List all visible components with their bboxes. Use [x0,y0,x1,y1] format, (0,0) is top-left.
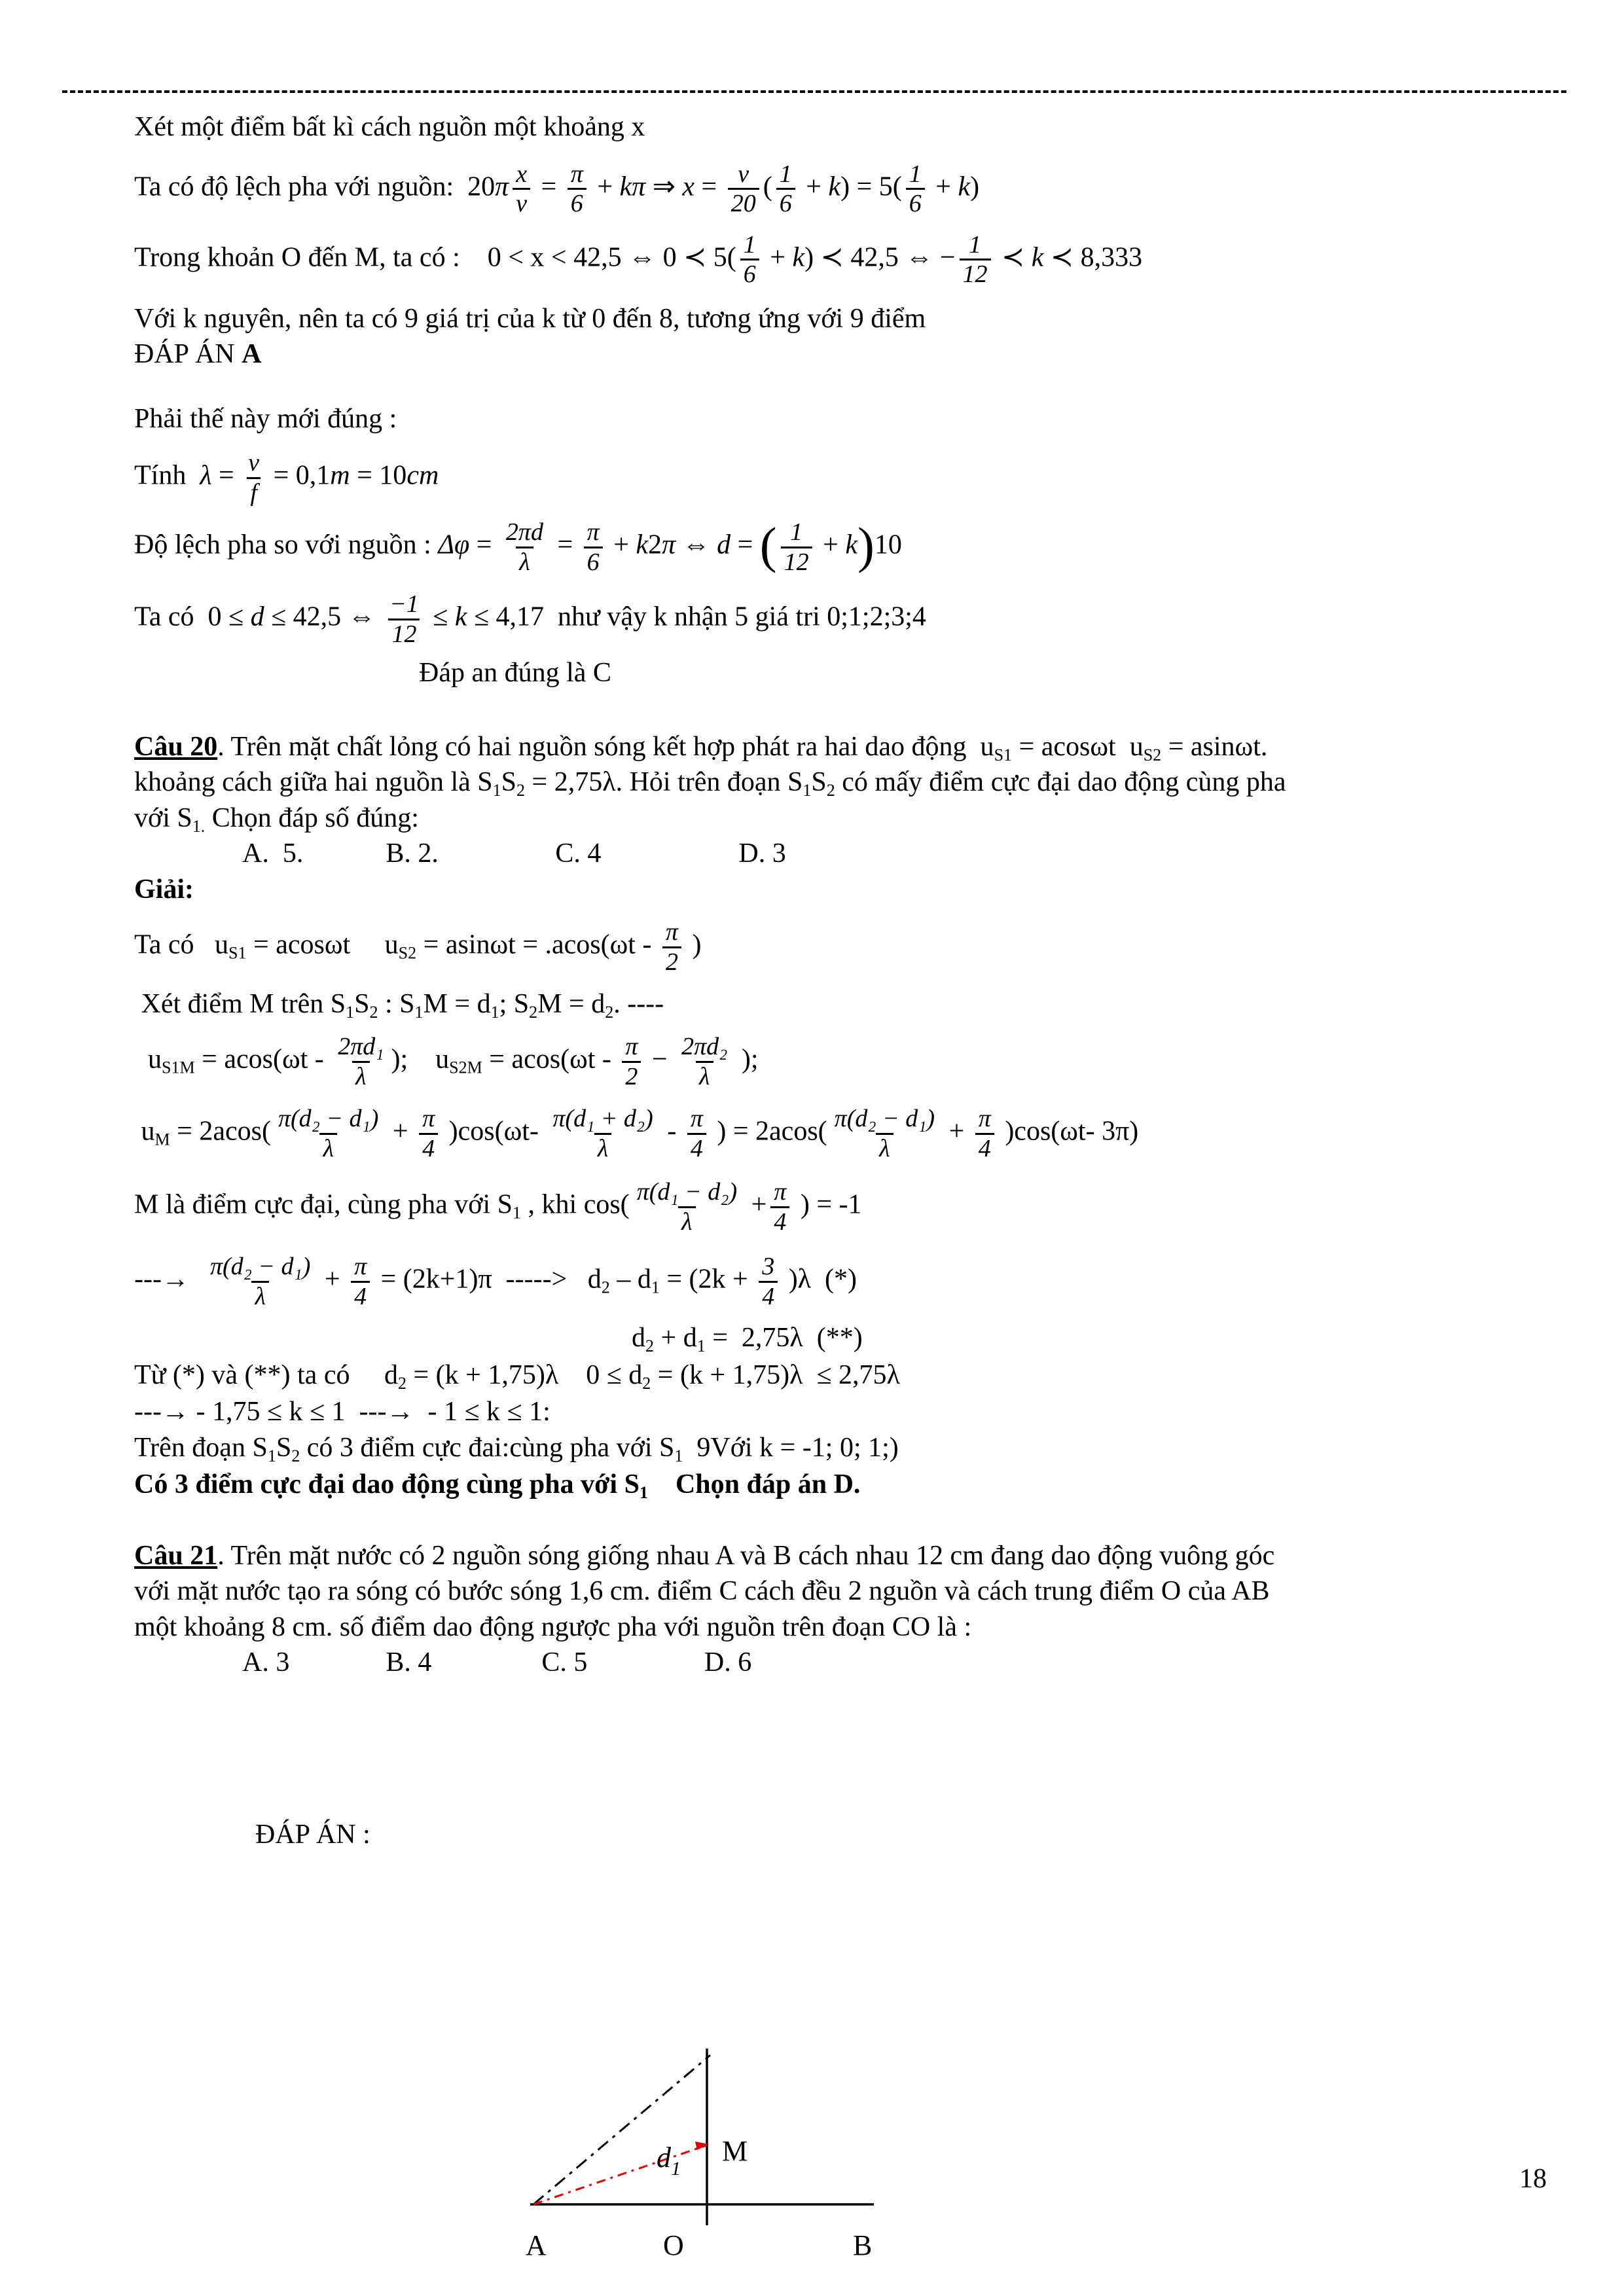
math-token: u [134,1116,155,1147]
math-token: = [534,171,564,202]
formula-line [134,1358,1500,1393]
math-token: d [632,1323,645,1354]
math-token: + [816,529,846,560]
formula-line [134,514,1500,580]
math-token: M [154,1130,170,1149]
math-token: khoảng cách giữa hai nguồn là S [134,767,493,798]
math-token: Tính [134,460,200,491]
math-token: = (k + 1,75)λ ≤ 2,75λ [651,1359,900,1390]
math-token: 1 [513,1203,522,1223]
math-token: Từ (*) và (**) ta có d [134,1359,398,1390]
fraction: $\frac{\text{π(d₁ − d₂)}}{\lambda}$ [636,1178,738,1236]
math-token: 1 [490,1002,499,1022]
fraction: $\frac{\text{π(d₂ − d₁)}}{\lambda}$ [209,1253,311,1310]
math-token: ) [685,930,702,961]
text-line: Xét một điểm bất kì cách nguồn một khoảng x [134,112,645,142]
math-token: Trong khoản O đến M, ta có : 0 < x < 42,5 ⇔ 0 ≺ 5( [134,242,736,273]
math-token: Δφ [438,529,470,560]
math-token: ≤ [425,602,455,633]
math-token: cm [406,460,439,491]
math-token: − [645,1044,675,1075]
fraction: $\frac{\pi}{2}$ [622,1033,641,1090]
math-token: = acosωt u [1012,731,1144,762]
math-token: ⇒ [645,171,683,202]
math-token: có 3 điểm cực đai:cùng pha với S [300,1432,675,1463]
question-21-line [134,1539,1500,1573]
math-token: . Trên mặt nước có 2 nguồn sóng giống nhau A và B cách nhau 12 cm đang dao động vuông góc [217,1540,1275,1571]
page-number: 18 [1519,2164,1547,2194]
math-token: π [662,529,676,560]
fraction: $\frac{1}{12}$ [960,231,991,289]
math-token: S [811,767,827,798]
formula-line [134,586,1500,652]
fraction: $\frac{v}{20}$ [728,160,759,218]
math-token: ≤ 42,5 ⇔ [264,602,383,633]
math-token: = [550,529,580,560]
math-token: ) = 5( [840,171,902,202]
math-token: có mấy điểm cực đại dao động cùng pha [835,767,1286,798]
line-A-top-dashdot [533,2055,710,2204]
separator-dashed-line [62,90,1566,93]
math-token: π [495,171,509,202]
fraction: $\frac{3}{4}$ [759,1253,778,1310]
fraction: $\frac{2\pi d}{\lambda}$ [505,518,543,576]
math-token: : S [378,988,415,1019]
math-token: ); [734,1044,759,1075]
math-token: ≺ [994,242,1032,273]
math-token: M là điểm cực đại, cùng pha với S [134,1189,513,1220]
math-token: + d [654,1323,697,1354]
math-token: ) [970,171,980,202]
math-token: k [828,171,841,202]
math-token: = acos(ωt - [482,1044,619,1075]
math-token: = acos(ωt - [194,1044,331,1075]
math-token: = (2k + [659,1265,755,1295]
math-token: - [660,1116,683,1147]
math-token: m [330,460,350,491]
fraction: $\frac{\pi}{2}$ [662,918,681,976]
math-token: = 2acos( [170,1116,271,1147]
math-token: 9Với k = -1; 0; 1;) [683,1432,899,1463]
math-token: Ta có độ lệch pha với nguồn: 20 [134,171,496,202]
formula-line [134,1174,1500,1240]
math-token: S1M [162,1058,195,1077]
math-token: 2 [826,781,835,800]
math-token: = 2,75λ. Hỏi trên đoạn S [525,767,803,798]
math-token: + [928,171,958,202]
text-line: Với k nguyên, nên ta có 9 giá trị của k từ 0 đến 8, tương ứng với 9 điểm [134,303,926,334]
fraction: $\frac{x}{v}$ [513,160,530,218]
math-token: 10 [874,529,902,560]
math-token: = 2,75λ (**) [705,1323,863,1354]
point-B-label: B [853,2229,873,2261]
point-M-label: M [722,2135,748,2167]
math-token: Có 3 điểm cực đại dao động cùng pha với S [134,1469,640,1500]
math-token: S1 [994,745,1013,764]
math-token: . Trên mặt chất lỏng có hai nguồn sóng kết hợp phát ra hai dao động u [217,731,994,762]
math-token: = 10 [350,460,407,491]
math-token: Chọn đáp án D. [647,1469,861,1500]
d1-label: $d_1$ [657,2142,681,2179]
math-token: 2 [645,1336,655,1356]
math-token: M = d [537,988,605,1019]
math-token: k [845,529,857,560]
math-token: S2M [449,1058,482,1077]
math-token: x [682,171,695,202]
math-token: 1 [696,1336,706,1356]
answer-line: Đáp an đúng là C [419,658,611,689]
fraction: $\frac{\pi}{4}$ [419,1105,438,1162]
fraction: $\frac{1}{6}$ [906,160,925,218]
math-token: + [763,242,793,273]
options-line: A. 5. B. 2. C. 4 D. 3 [242,838,786,869]
fraction: $\frac{\text{π(d₁ + d₂)}}{\lambda}$ [552,1105,653,1162]
fraction: $\frac{\text{2πd₁}}{\lambda}$ [338,1033,384,1090]
math-token: Giải: [134,874,194,905]
math-token: 1 [346,1002,355,1022]
math-token: = (k + 1,75)λ 0 ≤ d [406,1359,643,1390]
math-token: 1 [492,781,501,800]
fraction: $\frac{\text{π(d₂ − d₁)}}{\lambda}$ [834,1105,935,1162]
math-token: S2 [398,943,417,963]
fraction: $\frac{-1}{12}$ [389,590,419,648]
math-token: ĐÁP ÁN [134,339,242,370]
math-token: ); u [391,1044,450,1075]
math-token: với S [134,802,192,833]
math-token: k [636,529,649,560]
math-token: 2 [642,1373,651,1393]
point-A-label: A [526,2229,547,2261]
math-token: S [501,767,516,798]
math-token: Ta có u [134,930,229,961]
fraction: $\frac{1}{6}$ [776,160,795,218]
math-token: – d [609,1265,651,1295]
math-token: = [469,529,499,560]
math-token: 2 [601,1278,610,1297]
math-token: k [792,242,805,273]
math-token: = [211,460,242,491]
question-21-line: với mặt nước tạo ra sóng có bước sóng 1,6 cm. điểm C cách đều 2 nguồn và cách trung điểm O của AB [134,1576,1270,1607]
math-token: S1 [228,943,247,963]
math-token: = [731,529,760,560]
math-token: ( [763,171,772,202]
math-token: k [1031,242,1044,273]
math-token: = acosωt u [246,930,399,961]
math-token: 1 [639,1483,648,1503]
math-token: λ [200,460,212,491]
formula-line [134,445,1500,511]
text-line [134,987,1500,1022]
fraction: $\frac{\pi}{4}$ [975,1105,994,1162]
formula-line [134,227,1500,293]
math-token: k [958,171,971,202]
math-token: 2 [397,1373,406,1393]
fraction: $\frac{\text{π(d₂ − d₁)}}{\lambda}$ [278,1105,379,1162]
math-token: Độ lệch pha so với nguồn : [134,529,439,560]
math-token: ) [857,517,875,574]
math-token: )cos(ωt- [442,1116,546,1147]
text-line: Phải thế này mới đúng : [134,403,397,434]
math-token: u [134,1044,162,1075]
fraction: $\frac{\pi}{4}$ [770,1178,789,1236]
fraction: $\frac{v}{f}$ [248,449,260,507]
math-token: + [606,529,636,560]
formula-line [134,1101,1500,1166]
math-token: = asinωt = .acos(ωt - [416,930,659,961]
math-token: )λ (*) [782,1265,857,1295]
math-token: 1 [414,1002,424,1022]
math-token: , khi cos( [521,1189,630,1220]
math-token: d [717,529,731,560]
math-token: 2 [648,529,662,560]
math-token: Ta có 0 ≤ [134,602,251,633]
fraction: $\frac{\pi}{6}$ [584,518,603,576]
formula-line [134,914,1500,980]
math-token: M = d [423,988,491,1019]
question-21-line: một khoảng 8 cm. số điểm dao động ngược pha với nguồn trên đoạn CO là : [134,1611,972,1642]
math-token: ) = 2acos( [710,1116,827,1147]
math-token: S [276,1432,292,1463]
math-token: S [354,988,370,1019]
math-token: = asinωt. [1161,731,1268,762]
math-token: 2 [529,1002,538,1022]
math-token: A [242,339,262,370]
fraction: $\frac{1}{12}$ [781,518,812,576]
math-token: ---→ [134,1265,203,1295]
math-token: Xét điểm M trên S [134,988,346,1019]
math-token: )cos(ωt- 3π) [998,1116,1139,1147]
math-token: 1 [674,1446,683,1465]
formula-line [134,1249,1500,1314]
math-token: ⇔ [676,529,717,560]
math-token: Câu 20 [134,731,218,762]
math-token: + [799,171,829,202]
fraction: $\frac{\text{2πd₂}}{\lambda}$ [681,1033,728,1090]
formula-line [134,1029,1500,1094]
text-line [134,1431,1500,1465]
fraction: $\frac{1}{6}$ [740,231,759,289]
fraction: $\frac{\pi}{6}$ [568,160,586,218]
math-token: ) ≺ 42,5 ⇔ − [804,242,956,273]
text-line: ---→ - 1,75 ≤ k ≤ 1 ---→ - 1 ≤ k ≤ 1: [134,1397,550,1427]
math-token: d [250,602,264,633]
options-line: A. 3 B. 4 C. 5 D. 6 [242,1647,752,1678]
math-token: = [695,171,724,202]
math-token: kπ [619,171,646,202]
formula-line [632,1321,1500,1355]
point-O-label: O [663,2229,684,2261]
question-20-line [134,730,1500,764]
solution-heading [134,872,1500,907]
math-token: 2 [369,1002,378,1022]
math-token: 1 [267,1446,276,1465]
formula-line [134,156,1500,222]
math-token: ≤ 4,17 như vậy k nhận 5 giá tri 0;1;2;3;4 [467,602,926,633]
math-token: 1. [192,816,206,836]
answer-heading: ĐÁP ÁN : [255,1819,370,1850]
math-token: 2 [605,1002,614,1022]
math-token: 1 [651,1278,660,1297]
math-token: 2 [516,781,526,800]
math-token: 2 [291,1446,300,1465]
fraction: $\frac{\pi}{4}$ [687,1105,706,1162]
document-content [134,110,1500,1852]
fraction: $\frac{\pi}{4}$ [351,1253,370,1310]
math-token: Câu 21 [134,1540,218,1571]
math-token: = (2k+1)π -----> d [374,1265,602,1295]
math-token: 1 [803,781,812,800]
math-token: ( [759,517,777,574]
geometry-diagram [520,2039,900,2265]
math-token: k [454,602,467,633]
answer-line [134,337,1500,372]
math-token: . ---- [613,988,664,1019]
question-20-line [134,801,1500,836]
math-token: ≺ 8,333 [1043,242,1143,273]
math-token: + [317,1265,348,1295]
math-token: ; S [499,988,530,1019]
math-token: + [942,1116,971,1147]
math-token: ) = -1 [793,1189,862,1220]
math-token: Chọn đáp số đúng: [205,802,419,833]
math-token: + [744,1189,767,1220]
math-token: Trên đoạn S [134,1432,268,1463]
math-token: S2 [1143,745,1162,764]
math-token: + [590,171,620,202]
conclusion-line [134,1467,1500,1502]
math-token: + [386,1116,416,1147]
question-20-line [134,765,1500,800]
math-token: = 0,1 [266,460,331,491]
